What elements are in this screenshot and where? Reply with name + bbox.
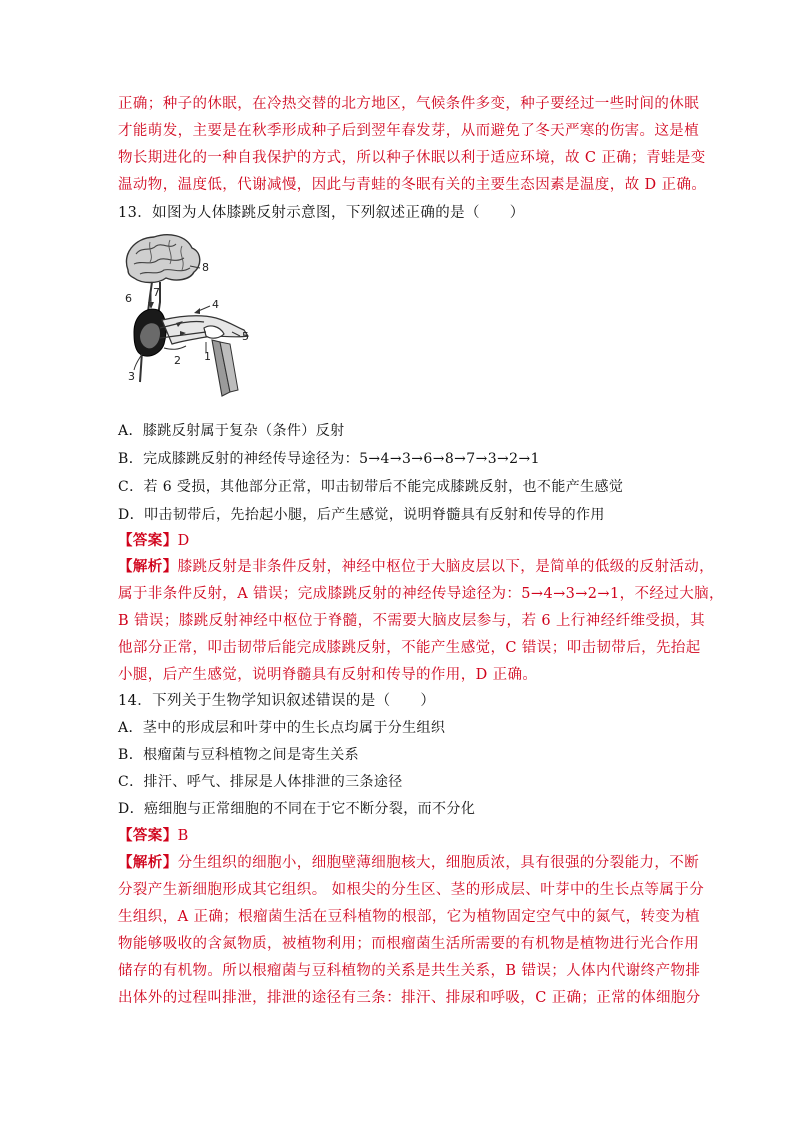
question-13-answer: [118, 531, 190, 551]
question-14-analysis-line: 生组织，A 正确；根瘤菌生活在豆科植物的根部，它为植物固定空气中的氮气，转变为植: [118, 909, 701, 925]
intro-line: 物长期进化的一种自我保护的方式，所以种子休眠以利于适应环境，故 C 正确；青蛙是变: [118, 150, 706, 166]
question-13-option-c: C．若 6 受损，其他部分正常，叩击韧带后不能完成膝跳反射，也不能产生感觉: [118, 479, 624, 495]
analysis-label: 【解析】: [118, 558, 178, 575]
intro-line: 才能萌发，主要是在秋季形成种子后到翌年春发芽，从而避免了冬天严寒的伤害。这是植: [118, 123, 700, 139]
question-13-analysis-line: [118, 557, 714, 577]
figure-label-3: 3: [128, 370, 135, 383]
figure-label-1: 1: [204, 350, 211, 363]
brain-icon: [126, 235, 199, 283]
question-14-option-a: A．茎中的形成层和叶芽中的生长点均属于分生组织: [118, 720, 446, 736]
question-13-analysis-line: 小腿，后产生感觉，说明脊髓具有反射和传导的作用，D 正确。: [118, 667, 538, 683]
figure-label-6: 6: [125, 292, 132, 305]
question-14-option-d: D．癌细胞与正常细胞的不同在于它不断分裂，而不分化: [118, 801, 476, 817]
question-13-analysis-line: B 错误；膝跳反射神经中枢位于脊髓，不需要大脑皮层参与，若 6 上行神经纤维受损，其: [118, 613, 706, 629]
answer-value: D: [177, 533, 190, 549]
question-14-analysis-line: 储存的有机物。所以根瘤菌与豆科植物的关系是共生关系，B 错误；人体内代谢终产物排: [118, 963, 701, 979]
question-13-analysis-line: 他部分正常，叩击韧带后能完成膝跳反射，不能产生感觉，C 错误；叩击韧带后，先抬起: [118, 640, 701, 656]
intro-line: 正确；种子的休眠，在冷热交替的北方地区，气候条件多变，种子要经过一些时间的休眠: [118, 96, 700, 112]
figure-label-2: 2: [174, 354, 181, 367]
question-13-option-a: A．膝跳反射属于复杂（条件）反射: [118, 423, 345, 439]
question-14-analysis-line: 物能够吸收的含氮物质，被植物利用；而根瘤菌生活所需要的有机物是植物进行光合作用: [118, 936, 700, 952]
intro-line: 温动物，温度低，代谢减慢，因此与青蛙的冬眠有关的主要生态因素是温度，故 D 正确。: [118, 177, 707, 193]
answer-value: B: [177, 828, 189, 844]
reflex-diagram-svg: [120, 232, 270, 410]
answer-label: 【答案】: [118, 532, 178, 549]
figure-label-7: 7: [153, 286, 160, 299]
analysis-text: 膝跳反射是非条件反射，神经中枢位于大脑皮层以下，是简单的低级的反射活动，: [177, 559, 715, 575]
question-14-analysis-line: 分裂产生新细胞形成其它组织。 如根尖的分生区、茎的形成层、叶芽中的生长点等属于分: [118, 882, 705, 898]
question-14-option-c: C．排汗、呼气、排尿是人体排泄的三条途径: [118, 774, 403, 790]
figure-label-8: 8: [202, 261, 209, 274]
question-14-option-b: B．根瘤菌与豆科植物之间是寄生关系: [118, 747, 360, 763]
knee-jerk-reflex-diagram: [120, 232, 270, 410]
figure-label-5: 5: [242, 330, 249, 343]
question-13-stem: 13．如图为人体膝跳反射示意图，下列叙述正确的是（ ）: [118, 205, 525, 221]
answer-label: 【答案】: [118, 827, 178, 844]
analysis-label: 【解析】: [118, 854, 178, 871]
question-14-analysis-line: [118, 853, 699, 873]
question-13-option-d: D．叩击韧带后，先抬起小腿，后产生感觉，说明脊髓具有反射和传导的作用: [118, 507, 605, 523]
question-13-analysis-line: 属于非条件反射，A 错误；完成膝跳反射的神经传导途径为：5→4→3→2→1，不经过大脑，: [118, 586, 724, 602]
question-14-answer: [118, 826, 189, 846]
question-14-analysis-line: 出体外的过程叫排泄，排泄的途径有三条：排汗、排尿和呼吸，C 正确；正常的体细胞分: [118, 990, 701, 1006]
figure-label-4: 4: [212, 298, 219, 311]
analysis-text: 分生组织的细胞小，细胞壁薄细胞核大，细胞质浓，具有很强的分裂能力，不断: [177, 855, 700, 871]
question-13-option-b: B．完成膝跳反射的神经传导途径为：5→4→3→6→8→7→3→2→1: [118, 451, 540, 467]
question-14-stem: 14．下列关于生物学知识叙述错误的是（ ）: [118, 693, 436, 709]
